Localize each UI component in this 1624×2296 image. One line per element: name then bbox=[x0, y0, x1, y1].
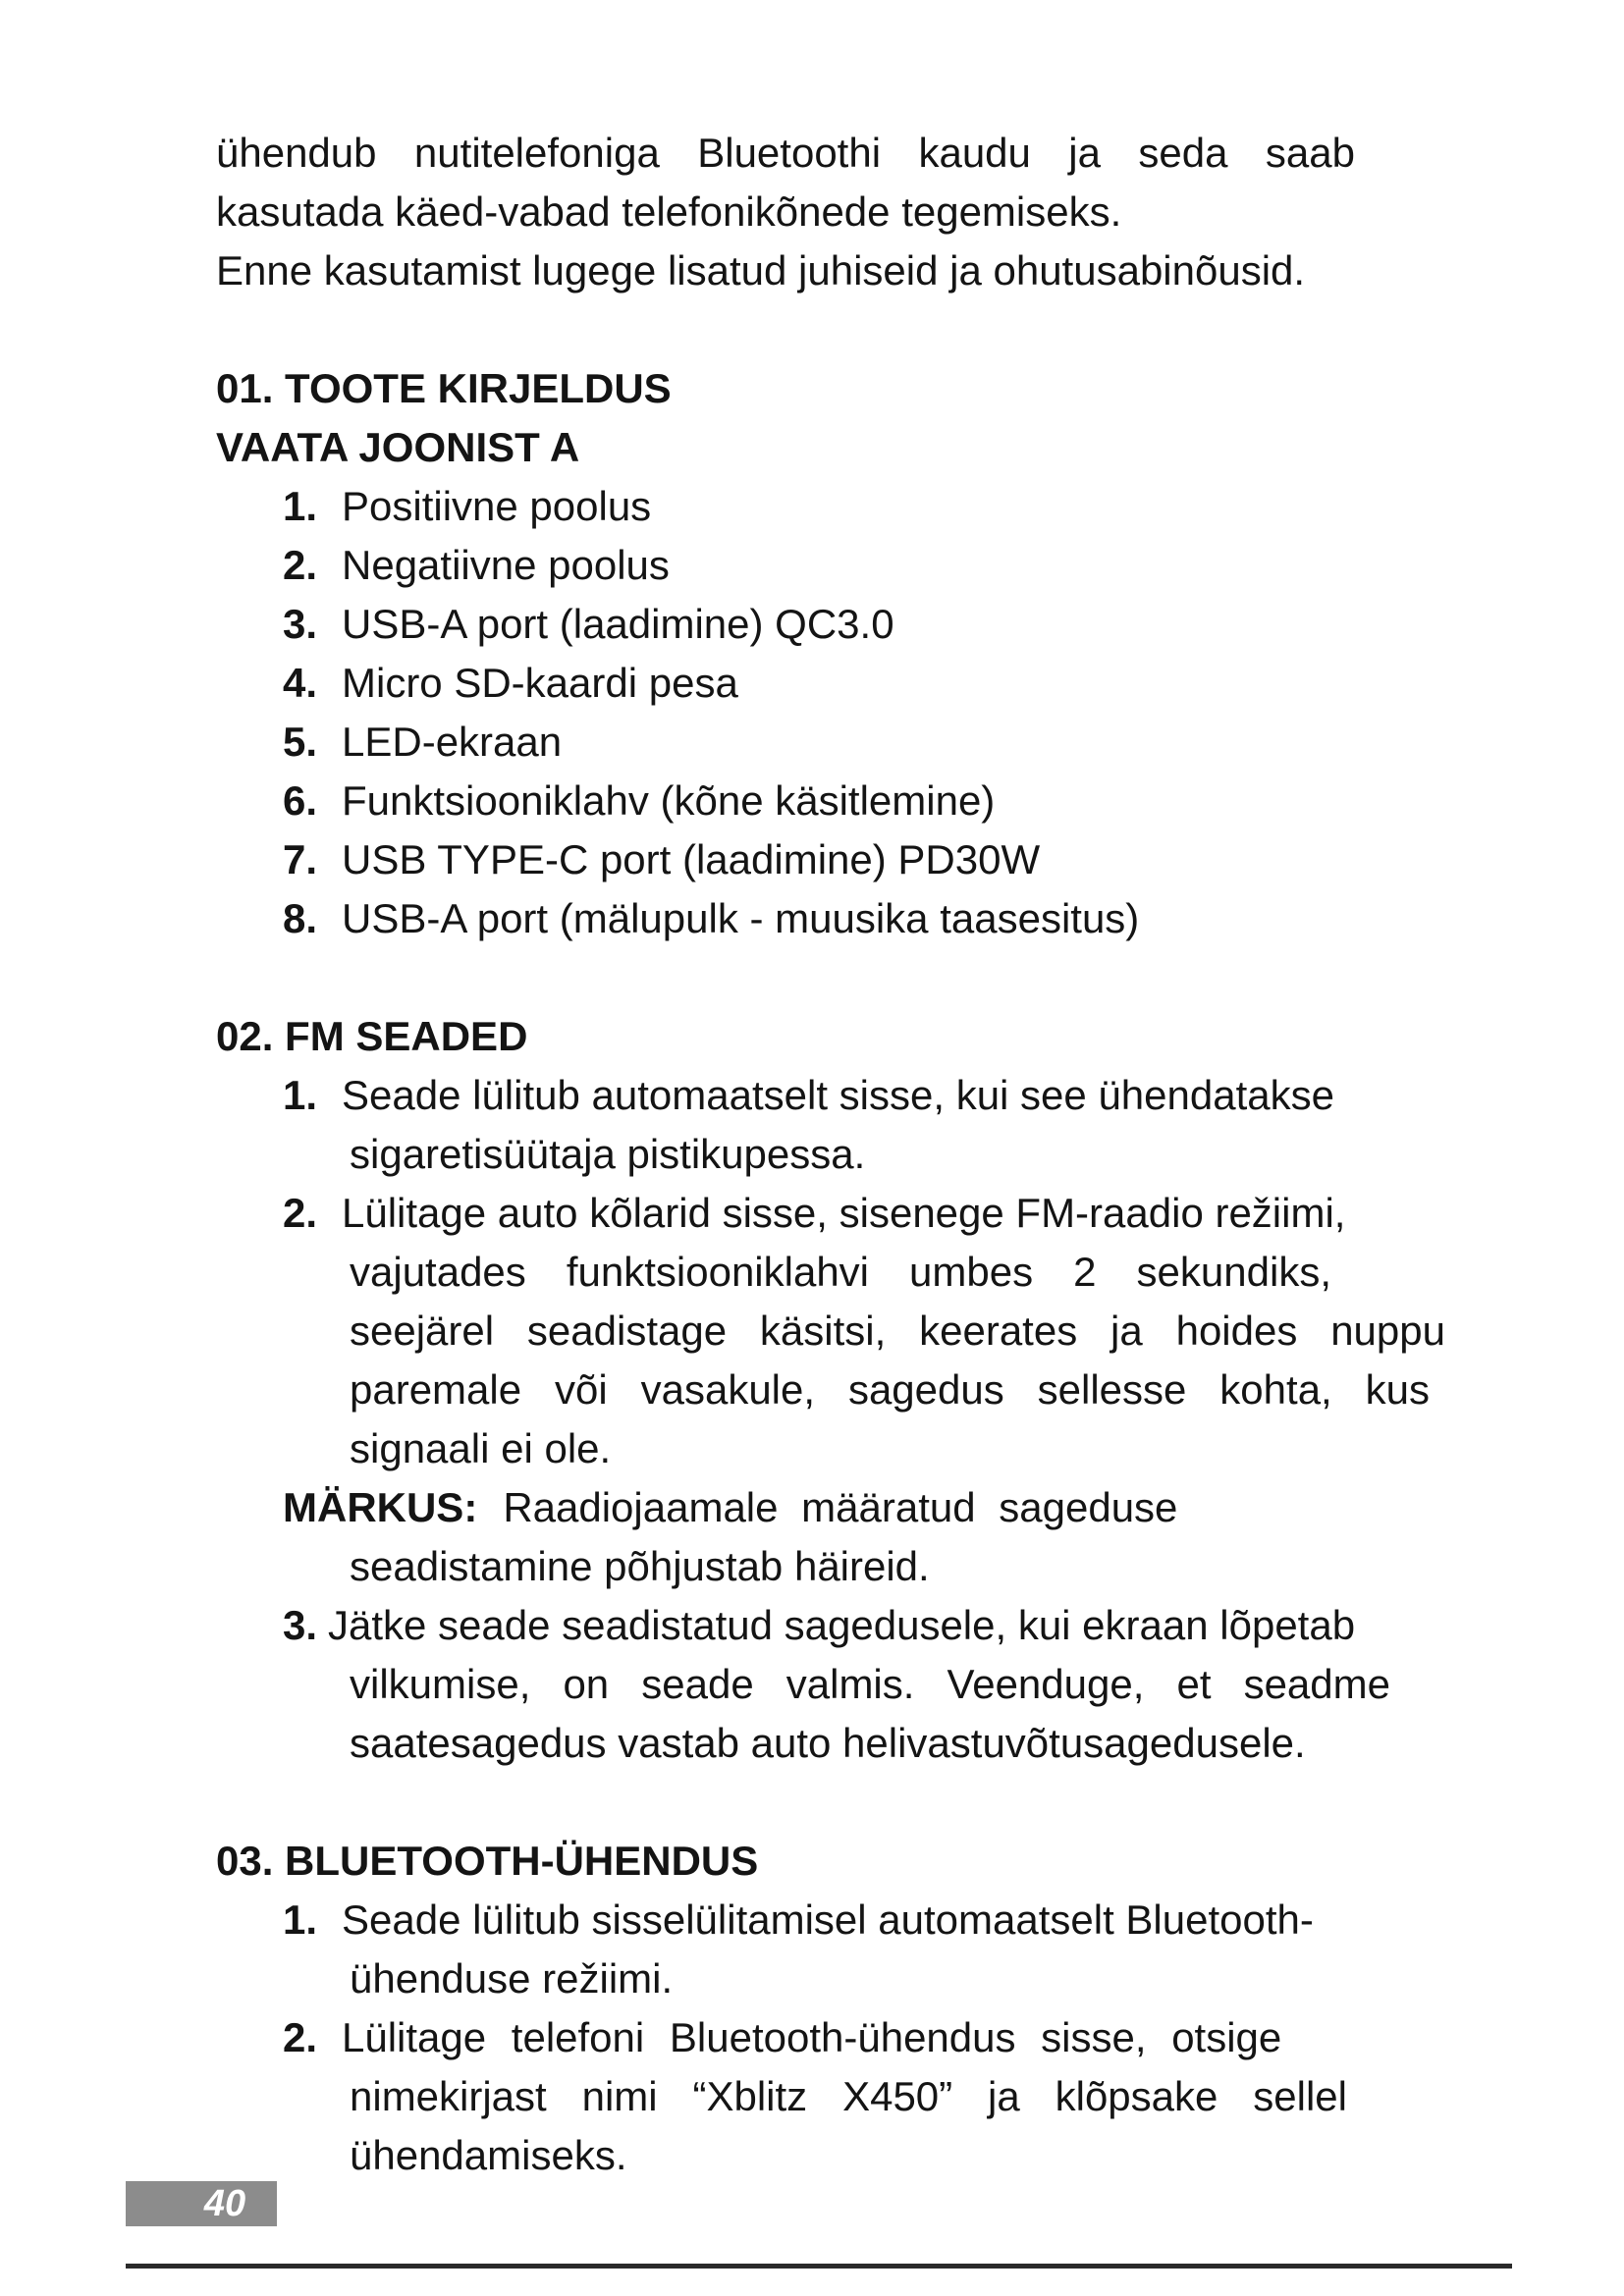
list-item bbox=[283, 889, 1139, 948]
page-number: 40 bbox=[203, 2183, 246, 2224]
list-item-text: Negatiivne poolus bbox=[342, 542, 670, 588]
list-item-text: Seade lülitub automaatselt sisse, kui see ühendatakse bbox=[342, 1072, 1334, 1118]
list-item-text: Lülitage telefoni Bluetooth-ühendus sisse, otsige bbox=[342, 2014, 1282, 2060]
list-item-continuation: ühendamiseks. bbox=[350, 2132, 627, 2178]
list-item-continuation: paremale või vasakule, sagedus sellesse kohta, kus bbox=[350, 1366, 1430, 1413]
list-item-text: LED-ekraan bbox=[342, 719, 563, 765]
intro-line-2: kasutada käed-vabad telefonikõnede tegemiseks. bbox=[216, 188, 1122, 235]
list-item-continuation: signaali ei ole. bbox=[350, 1425, 612, 1471]
list-item bbox=[283, 2008, 1351, 2067]
note-continuation: seadistamine põhjustab häireid. bbox=[350, 1543, 930, 1589]
list-item-text: Positiivne poolus bbox=[342, 483, 652, 529]
list-item bbox=[283, 1891, 1314, 1949]
list-item-text: USB-A port (laadimine) QC3.0 bbox=[342, 601, 894, 647]
list-item-text: Seade lülitub sisselülitamisel automaatselt Bluetooth- bbox=[342, 1896, 1314, 1943]
list-item bbox=[283, 654, 738, 713]
list-item-continuation: saatesagedus vastab auto helivastuvõtusagedusele. bbox=[350, 1720, 1306, 1766]
list-item-number: 2. bbox=[283, 1190, 318, 1236]
list-item-number: 1. bbox=[283, 1896, 318, 1943]
section-3-title: 03. BLUETOOTH-ÜHENDUS bbox=[216, 1838, 759, 1884]
section-1-title: 01. TOOTE KIRJELDUS bbox=[216, 365, 672, 411]
list-item-number: 2. bbox=[283, 542, 318, 588]
list-item-number: 3. bbox=[283, 601, 318, 647]
list-item bbox=[283, 1596, 1355, 1655]
list-item-continuation: ühenduse režiimi. bbox=[350, 1955, 674, 2002]
list-item-number: 6. bbox=[283, 777, 318, 824]
list-item-text: USB TYPE-C port (laadimine) PD30W bbox=[342, 836, 1041, 882]
list-item-continuation: vajutades funktsiooniklahvi umbes 2 sekundiks, bbox=[350, 1249, 1331, 1295]
list-item-number: 3. bbox=[283, 1602, 318, 1648]
list-item bbox=[283, 477, 651, 536]
list-item-text: Funktsiooniklahv (kõne käsitlemine) bbox=[342, 777, 996, 824]
note-text: Raadiojaamale määratud sageduse bbox=[503, 1484, 1178, 1530]
list-item-text: Micro SD-kaardi pesa bbox=[342, 660, 738, 706]
intro-line-1: ühendub nutitelefoniga Bluetoothi kaudu ja seda saab bbox=[216, 130, 1355, 176]
list-item-number: 8. bbox=[283, 895, 318, 941]
note bbox=[283, 1478, 1210, 1537]
list-item bbox=[283, 536, 670, 595]
list-item bbox=[283, 1066, 1334, 1125]
list-item bbox=[283, 1184, 1345, 1243]
intro-line-3: Enne kasutamist lugege lisatud juhiseid ja ohutusabinõusid. bbox=[216, 247, 1306, 294]
footer-divider bbox=[126, 2264, 1512, 2269]
note-label: MÄRKUS: bbox=[283, 1484, 478, 1530]
list-item bbox=[283, 713, 562, 772]
list-item-text: USB-A port (mälupulk - muusika taasesitus) bbox=[342, 895, 1140, 941]
list-item bbox=[283, 772, 995, 830]
list-item-continuation: sigaretisüütaja pistikupessa. bbox=[350, 1131, 866, 1177]
list-item bbox=[283, 830, 1040, 889]
list-item-number: 7. bbox=[283, 836, 318, 882]
list-item-number: 1. bbox=[283, 483, 318, 529]
list-item-continuation: seejärel seadistage käsitsi, keerates ja hoides nuppu bbox=[350, 1308, 1445, 1354]
list-item-number: 1. bbox=[283, 1072, 318, 1118]
list-item-number: 2. bbox=[283, 2014, 318, 2060]
section-1-subtitle: VAATA JOONIST A bbox=[216, 424, 580, 470]
list-item-number: 4. bbox=[283, 660, 318, 706]
list-item-continuation: vilkumise, on seade valmis. Veenduge, et seadme bbox=[350, 1661, 1390, 1707]
list-item bbox=[283, 595, 894, 654]
list-item-text: Jätke seade seadistatud sagedusele, kui ekraan lõpetab bbox=[328, 1602, 1356, 1648]
list-item-number: 5. bbox=[283, 719, 318, 765]
list-item-continuation: nimekirjast nimi “Xblitz X450” ja klõpsake sellel bbox=[350, 2073, 1347, 2119]
section-2-title: 02. FM SEADED bbox=[216, 1013, 528, 1059]
list-item-text: Lülitage auto kõlarid sisse, sisenege FM-raadio režiimi, bbox=[342, 1190, 1346, 1236]
